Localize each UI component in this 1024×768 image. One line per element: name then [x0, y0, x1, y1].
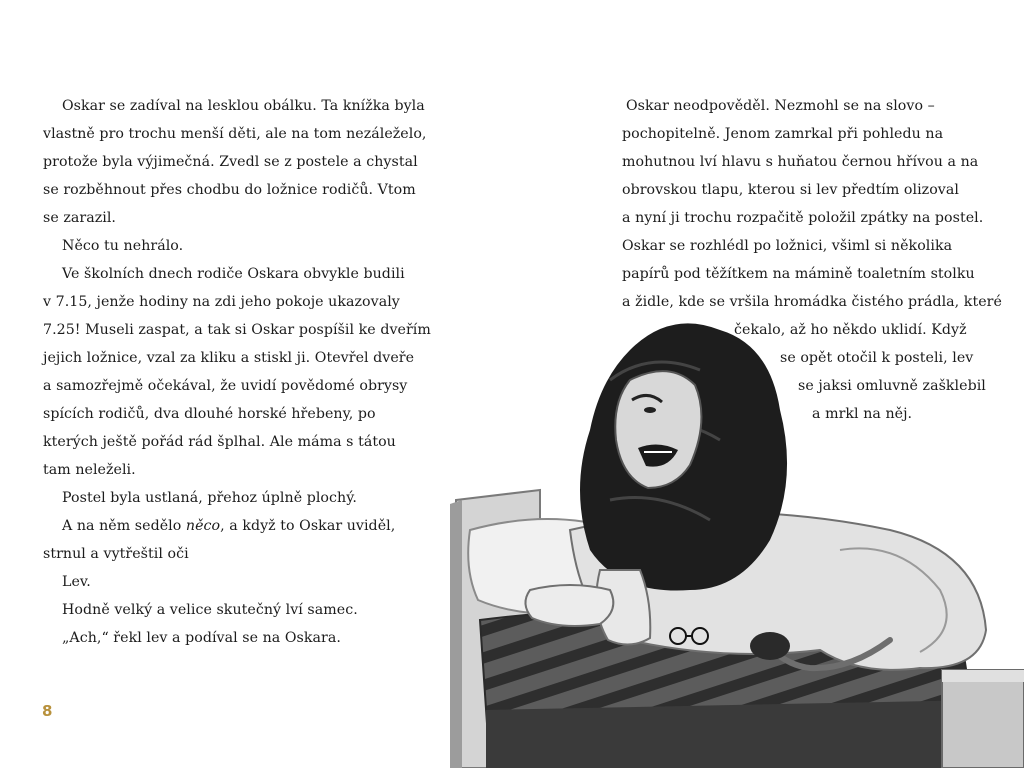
text-line: Postel byla ustlaná, přehoz úplně plochý. [62, 490, 357, 506]
text-run: A na něm sedělo [62, 518, 186, 534]
text-line: a mrkl na něj. [812, 406, 913, 422]
text-line: a židle, kde se vršila hromádka čistého prádla, které [622, 294, 1002, 310]
text-line: „Ach,“ řekl lev a podíval se na Oskara. [62, 630, 341, 646]
text-line: a nyní ji trochu rozpačitě položil zpátky na postel. [622, 210, 984, 226]
text-line: strnul a vytřeštil oči [43, 546, 189, 562]
text-line: Ve školních dnech rodiče Oskara obvykle budili [62, 266, 405, 282]
page-number: 8 [42, 702, 53, 720]
text-line: Hodně velký a velice skutečný lví samec. [62, 602, 358, 618]
text-line: protože byla výjimečná. Zvedl se z postele a chystal [43, 154, 418, 170]
text-line [62, 516, 395, 536]
text-line: pochopitelně. Jenom zamrkal při pohledu na [622, 126, 944, 142]
right-page [512, 0, 1024, 768]
text-line: se zarazil. [43, 210, 116, 226]
text-line: Oskar neodpověděl. Nezmohl se na slovo – [626, 98, 935, 114]
text-line: 7.25! Museli zaspat, a tak si Oskar pospíšil ke dveřím [43, 322, 431, 338]
text-line: mohutnou lví hlavu s huňatou černou hřívou a na [622, 154, 979, 170]
text-run: , a když to Oskar uviděl, [220, 518, 396, 534]
text-line: se rozběhnout přes chodbu do ložnice rodičů. Vtom [43, 182, 416, 198]
text-line: čekalo, až ho někdo uklidí. Když [734, 322, 967, 338]
text-line: Oskar se rozhlédl po ložnici, všiml si několika [622, 238, 953, 254]
text-line: Oskar se zadíval na lesklou obálku. Ta knížka byla [62, 98, 425, 114]
text-line: se jaksi omluvně zašklebil [798, 378, 986, 394]
text-line: tam neleželi. [43, 462, 136, 478]
text-line: v 7.15, jenže hodiny na zdi jeho pokoje ukazovaly [43, 294, 400, 310]
text-line: spících rodičů, dva dlouhé horské hřebeny, po [43, 406, 376, 422]
text-line: a samozřejmě očekával, že uvidí povědomé obrysy [43, 378, 408, 394]
text-line: obrovskou tlapu, kterou si lev předtím olizoval [622, 182, 959, 198]
text-line: Něco tu nehrálo. [62, 238, 184, 254]
text-line: Lev. [62, 574, 91, 590]
text-line: jejich ložnice, vzal za kliku a stiskl ji. Otevřel dveře [43, 350, 415, 366]
emphasized-word: něco [185, 518, 221, 534]
text-line: kterých ještě pořád rád šplhal. Ale máma s tátou [43, 434, 396, 450]
text-line: se opět otočil k posteli, lev [780, 350, 974, 366]
text-line: vlastně pro trochu menší děti, ale na tom nezáleželo, [43, 126, 427, 142]
text-line: papírů pod těžítkem na mámině toaletním stolku [622, 266, 975, 282]
